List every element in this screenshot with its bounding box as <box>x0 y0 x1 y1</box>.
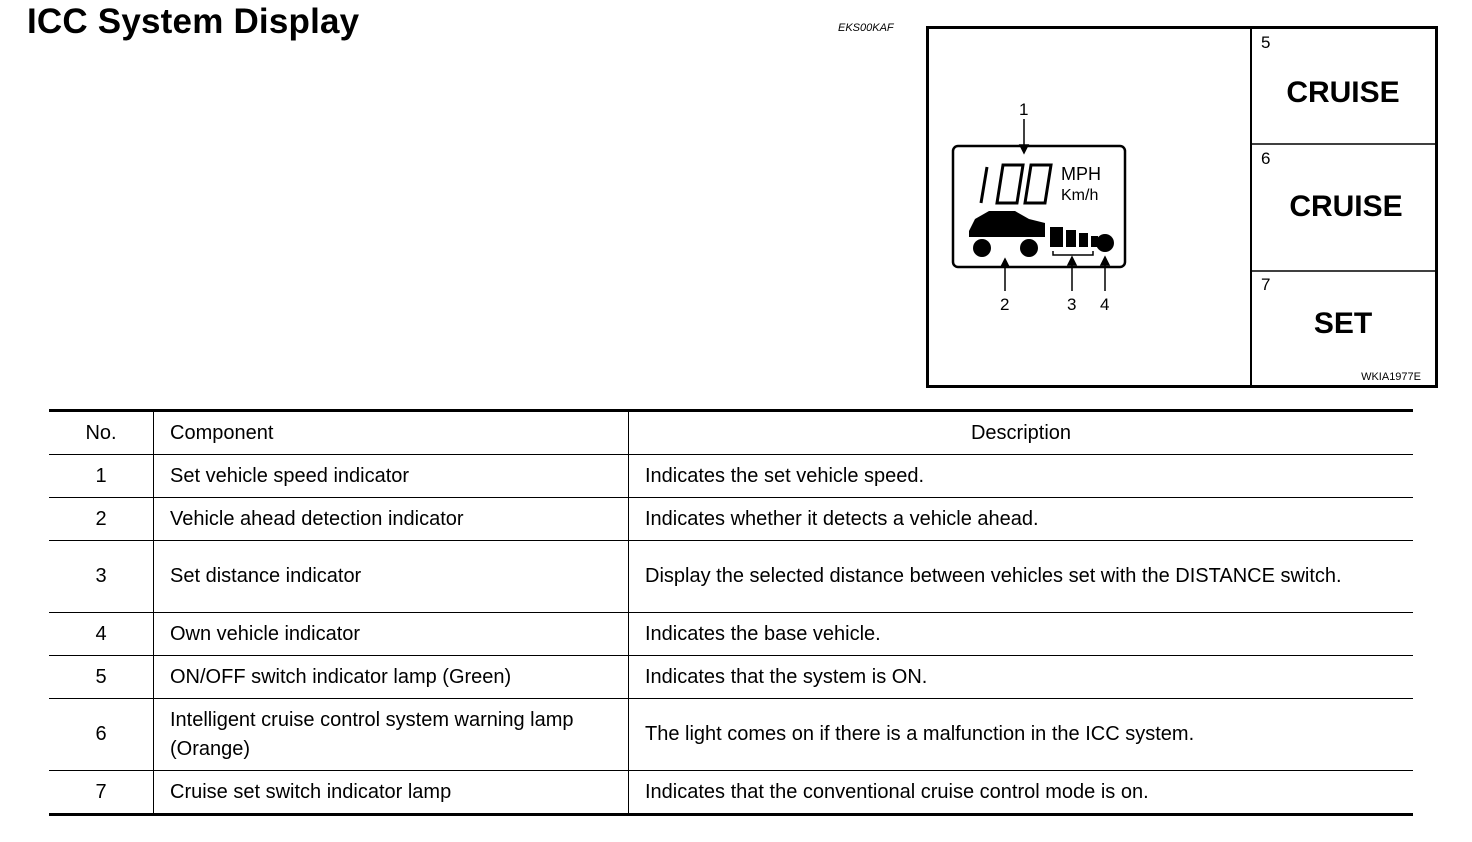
callout-1: 1 <box>1019 100 1029 119</box>
row-component: Set vehicle speed indicator <box>154 455 629 498</box>
lamp-5-number: 5 <box>1261 33 1271 52</box>
row-description: Indicates the set vehicle speed. <box>629 455 1414 498</box>
header-no: No. <box>49 411 154 455</box>
lamp-5-label: CRUISE <box>1286 76 1400 109</box>
row-no: 1 <box>49 455 154 498</box>
unit-kmh-label: Km/h <box>1061 187 1099 204</box>
lamp-7-label: SET <box>1313 307 1373 340</box>
row-description: The light comes on if there is a malfunction in the ICC system. <box>629 699 1414 771</box>
table-header-row <box>49 411 1413 455</box>
component-table <box>49 409 1413 816</box>
table-row <box>49 455 1413 498</box>
own-vehicle-dot-icon <box>1096 234 1114 252</box>
row-no: 3 <box>49 541 154 613</box>
speed-digits-icon <box>981 165 1051 203</box>
table-row <box>49 771 1413 815</box>
row-component: Vehicle ahead detection indicator <box>154 498 629 541</box>
set-distance-bars-icon <box>1050 227 1098 247</box>
row-description: Indicates whether it detects a vehicle ahead. <box>629 498 1414 541</box>
page-title: ICC System Display <box>27 2 360 41</box>
row-no: 5 <box>49 656 154 699</box>
header-component: Component <box>154 411 629 455</box>
callout-2: 2 <box>1000 295 1010 314</box>
callout-4: 4 <box>1100 295 1110 314</box>
row-component: Cruise set switch indicator lamp <box>154 771 629 815</box>
row-component: Own vehicle indicator <box>154 613 629 656</box>
table-row <box>49 699 1413 771</box>
lamp-6-label: CRUISE <box>1289 190 1403 223</box>
row-component: ON/OFF switch indicator lamp (Green) <box>154 656 629 699</box>
document-code: EKS00KAF <box>838 22 894 34</box>
row-component: Intelligent cruise control system warning lamp (Orange) <box>154 699 629 771</box>
row-no: 4 <box>49 613 154 656</box>
row-description: Indicates that the conventional cruise control mode is on. <box>629 771 1414 815</box>
vehicle-ahead-icon <box>969 211 1045 257</box>
table-row <box>49 541 1413 613</box>
row-description: Display the selected distance between vehicles set with the DISTANCE switch. <box>629 541 1414 613</box>
row-no: 6 <box>49 699 154 771</box>
row-description: Indicates that the system is ON. <box>629 656 1414 699</box>
callout-3: 3 <box>1067 295 1077 314</box>
row-no: 7 <box>49 771 154 815</box>
row-no: 2 <box>49 498 154 541</box>
lamp-7-number: 7 <box>1261 275 1271 294</box>
row-component: Set distance indicator <box>154 541 629 613</box>
table-row <box>49 498 1413 541</box>
lamp-6-number: 6 <box>1261 149 1271 168</box>
figure-code: WKIA1977E <box>1361 371 1421 383</box>
table-row <box>49 613 1413 656</box>
row-description: Indicates the base vehicle. <box>629 613 1414 656</box>
header-description: Description <box>629 411 1414 455</box>
table-row <box>49 656 1413 699</box>
icc-display-figure <box>926 26 1438 388</box>
unit-mph-label: MPH <box>1061 164 1101 184</box>
